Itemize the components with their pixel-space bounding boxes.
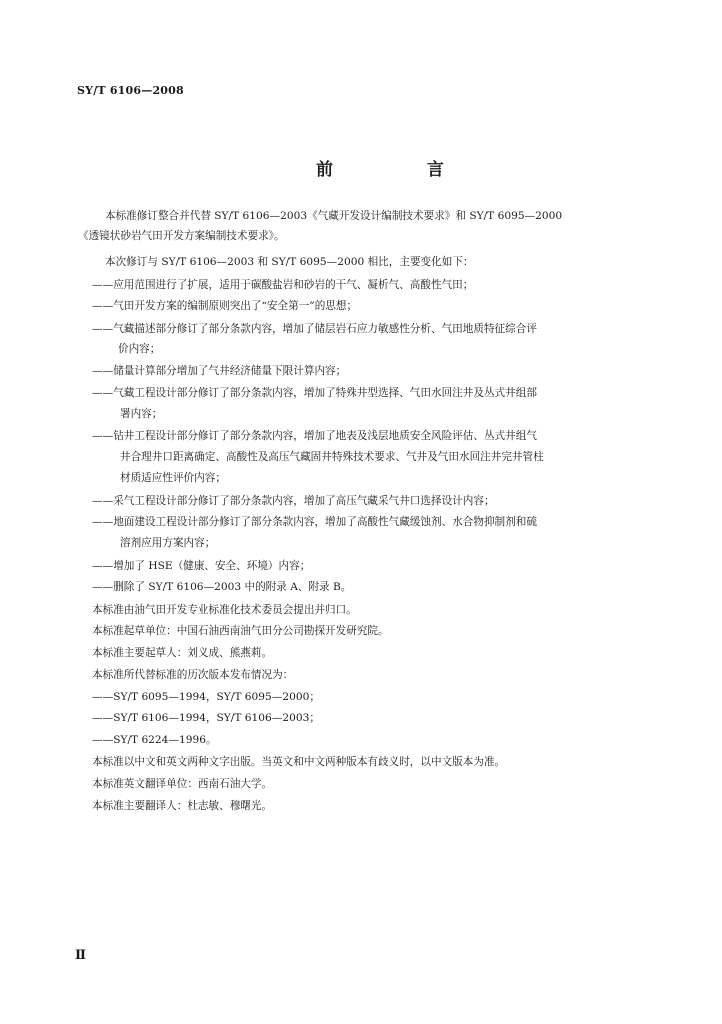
text-line: 本标准修订整合并代替 SY/T 6106—2003《气藏开发设计编制技术要求》和 SY/T 6095—2000: [105, 210, 563, 222]
text-line: ——SY/T 6224—1996。: [92, 734, 217, 746]
text-line: 本次修订与 SY/T 6106—2003 和 SY/T 6095—2000 相比，主要变化如下：: [105, 256, 474, 268]
text-line: 井合理井口距离确定、高酸性及高压气藏固井特殊技术要求、气井及气田水回注井完井管柱: [120, 451, 544, 463]
standard-code-header: SY/T 6106—2008: [77, 84, 184, 97]
text-line: ——增加了 HSE（健康、安全、环境）内容；: [92, 560, 311, 572]
text-line: 本标准所代替标准的历次版本发布情况为：: [92, 669, 294, 681]
text-line: ——删除了 SY/T 6106—2003 中的附录 A、附录 B。: [92, 581, 352, 593]
text-line: 本标准由油气田开发专业标准化技术委员会提出并归口。: [92, 604, 357, 616]
text-line: ——储量计算部分增加了气井经济储量下限计算内容；: [92, 365, 347, 377]
text-line: ——地面建设工程设计部分修订了部分条款内容，增加了高酸性气藏缓蚀剂、水合物抑制剂和硫: [92, 516, 537, 528]
text-line: 本标准主要翻译人：杜志敏、穆曙光。: [92, 800, 273, 812]
text-line: 溶剂应用方案内容；: [120, 537, 216, 549]
text-line: 署内容；: [120, 408, 163, 420]
text-line: 本标准以中文和英文两种文字出版。当英文和中文两种版本有歧义时，以中文版本为准。: [92, 756, 506, 768]
text-line: ——气藏工程设计部分修订了部分条款内容，增加了特殊井型选择、气田水回注井及丛式井组部: [92, 387, 537, 399]
page-number: Ⅱ: [75, 948, 86, 963]
text-line: ——应用范围进行了扩展，适用于碳酸盐岩和砂岩的干气、凝析气、高酸性气田；: [92, 279, 474, 291]
text-line: ——SY/T 6106—1994，SY/T 6106—2003；: [92, 712, 320, 724]
text-line: ——SY/T 6095—1994，SY/T 6095—2000；: [92, 691, 320, 703]
text-line: 材质适应性评价内容；: [120, 472, 226, 484]
text-line: 价内容；: [118, 343, 161, 355]
text-line: 本标准主要起草人：刘义成、熊燕莉。: [92, 647, 273, 659]
text-line: 《透镜状砂岩气田开发方案编制技术要求》。: [78, 230, 285, 242]
page-title: 前 言: [316, 160, 488, 180]
text-line: ——气田开发方案的编制原则突出了“安全第一”的思想；: [92, 300, 358, 312]
text-line: 本标准英文翻译单位：西南石油大学。: [92, 778, 273, 790]
text-line: ——钻井工程设计部分修订了部分条款内容，增加了地表及浅层地质安全风险评估、丛式井组气: [92, 430, 537, 442]
text-line: ——气藏描述部分修订了部分条款内容，增加了储层岩石应力敏感性分析、气田地质特征综合评: [92, 323, 537, 335]
text-line: 本标准起草单位：中国石油西南油气田分公司勘探开发研究院。: [92, 625, 389, 637]
text-line: ——采气工程设计部分修订了部分条款内容，增加了高压气藏采气井口选择设计内容；: [92, 495, 495, 507]
